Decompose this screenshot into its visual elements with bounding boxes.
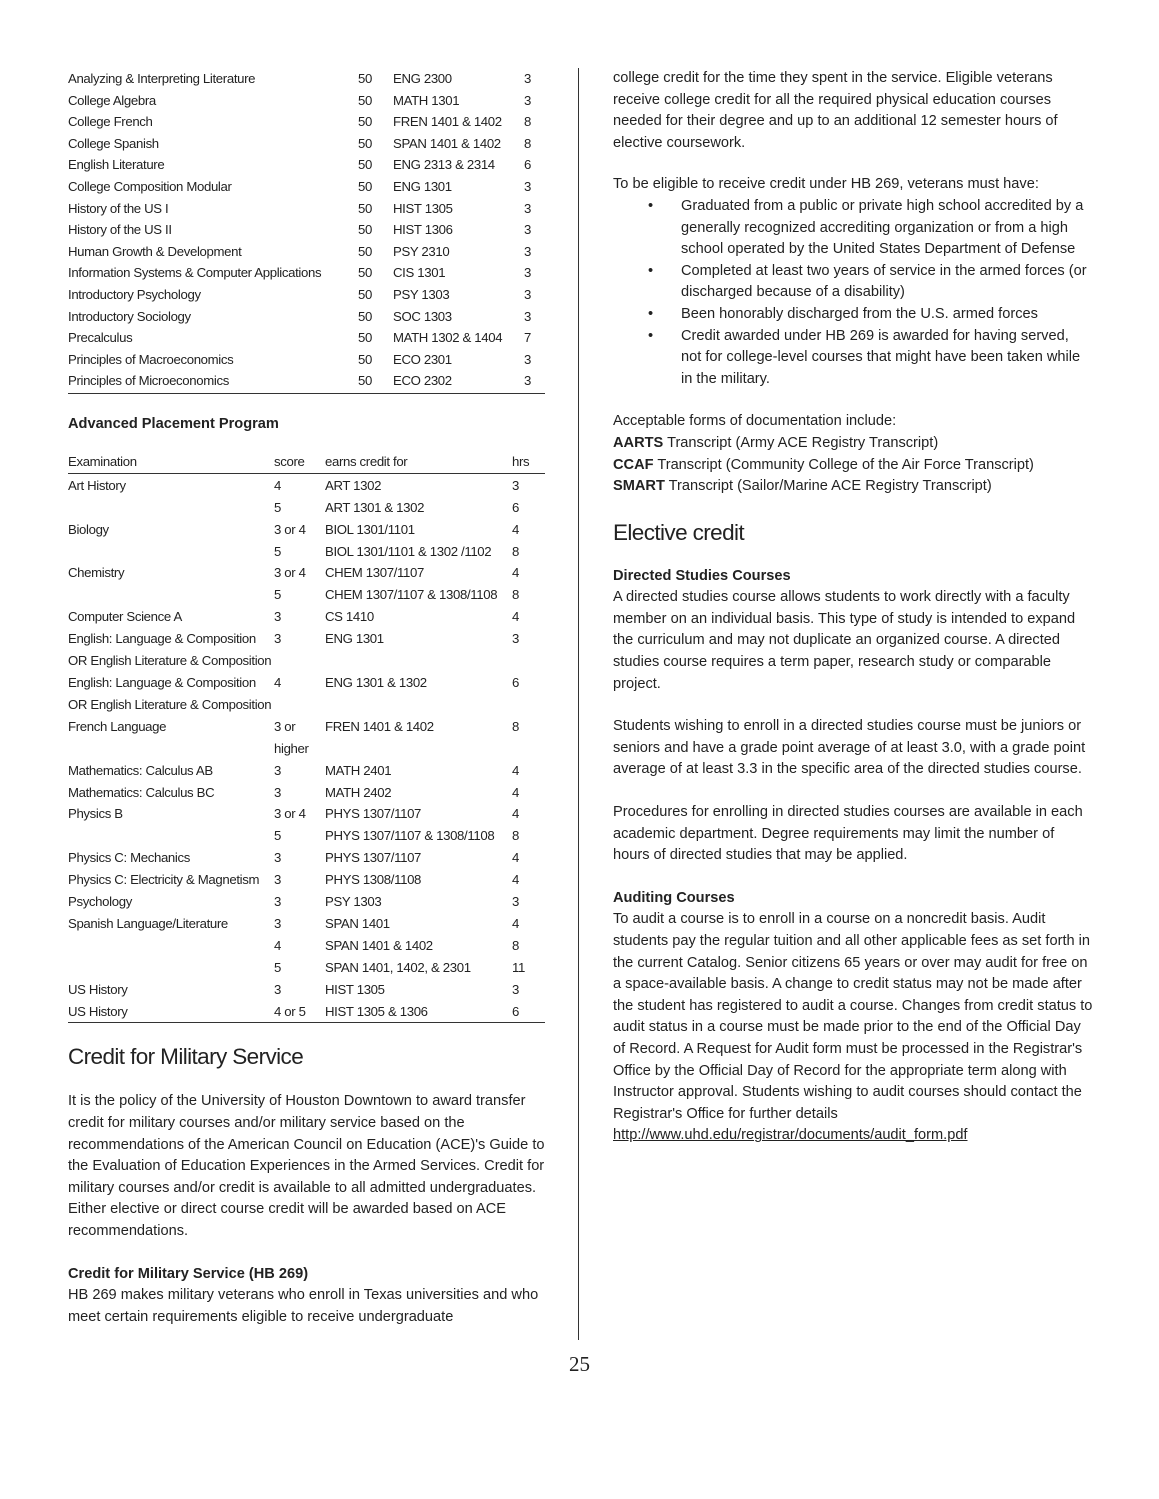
course-cell: PHYS 1307/1107: [325, 806, 422, 822]
score-cell: 50: [358, 222, 372, 238]
course-cell: HIST 1306: [393, 222, 453, 238]
table-row: [68, 519, 545, 541]
eligibility-list: [613, 196, 1093, 390]
exam-cell: English Literature: [68, 157, 165, 173]
list-item: • Credit awarded under HB 269 is awarded for having served, not for college-level courses that might have been taken while in the military.: [681, 326, 1093, 391]
score-cell: 4: [274, 674, 281, 690]
course-cell: PHYS 1307/1107 & 1308/1108: [325, 828, 495, 844]
exam-cell: Analyzing & Interpreting Literature: [68, 71, 256, 86]
table-row: [68, 68, 545, 90]
auditing-text: [613, 909, 1093, 1147]
hours-cell: 8: [524, 135, 531, 151]
score-cell: 50: [358, 373, 372, 389]
course-cell: FREN 1401 & 1402: [393, 114, 502, 130]
score-cell: 50: [358, 71, 372, 86]
table-row: [68, 370, 545, 392]
score-cell: 50: [358, 157, 372, 173]
exam-cell: College Spanish: [68, 135, 159, 151]
table-row: [68, 913, 545, 935]
score-cell: 50: [358, 265, 372, 281]
hours-cell: 6: [512, 674, 519, 690]
exam-cell: Spanish Language/Literature: [68, 915, 228, 931]
doc-desc: Transcript (Community College of the Air Force Transcript): [653, 456, 1034, 473]
hours-header: hrs: [512, 453, 530, 469]
hours-cell: 3: [524, 243, 531, 259]
course-cell: SPAN 1401 & 1402: [325, 937, 433, 953]
exam-cell: Introductory Sociology: [68, 308, 191, 324]
auditing-heading: Auditing Courses: [613, 889, 735, 906]
table-row: [68, 133, 545, 155]
hours-cell: 4: [512, 565, 519, 581]
course-cell: ECO 2302: [393, 373, 452, 389]
table-row: [68, 606, 545, 628]
table-row: [68, 716, 545, 738]
course-cell: HIST 1305 & 1306: [325, 1003, 428, 1019]
course-cell: PSY 2310: [393, 243, 450, 259]
score-cell: 3: [274, 631, 281, 647]
table-row: [68, 891, 545, 913]
hb269-text-part2: college credit for the time they spent in the service. Eligible veterans receive college credit for all the required physical education courses needed for their degree and up to an additional 12 semester hours of elective coursework.: [613, 70, 1058, 151]
table-row: [68, 760, 545, 782]
exam-cell: OR English Literature & Composition: [68, 696, 272, 712]
score-cell: 3: [274, 609, 281, 625]
table-row: [68, 306, 545, 328]
course-cell: MATH 2402: [325, 784, 392, 800]
ap-heading: Advanced Placement Program: [68, 415, 279, 432]
score-cell: 5: [274, 499, 281, 515]
table-row: [68, 154, 545, 176]
table-row: [68, 349, 545, 371]
hb269-heading: Credit for Military Service (HB 269): [68, 1265, 309, 1282]
clep-table: [68, 68, 545, 394]
exam-cell: Psychology: [68, 894, 132, 910]
military-title: Credit for Military Service: [68, 1044, 304, 1070]
hb269-text-part1: HB 269 makes military veterans who enroll in Texas universities and who meet certain requirements eligible to receive undergraduate: [68, 1287, 539, 1325]
score-header: score: [274, 453, 305, 469]
score-cell: 50: [358, 92, 372, 108]
exam-cell: College Composition Modular: [68, 178, 232, 194]
table-row: [68, 541, 545, 563]
documentation-intro: Acceptable forms of documentation include:: [613, 413, 897, 430]
score-cell: 50: [358, 286, 372, 302]
hours-cell: 3: [524, 286, 531, 302]
table-row: [68, 262, 545, 284]
ap-table: [68, 451, 545, 1024]
exam-cell: Mathematics: Calculus BC: [68, 784, 215, 800]
hours-cell: 8: [524, 114, 531, 130]
course-cell: ART 1302: [325, 477, 382, 493]
exam-cell: Biology: [68, 521, 109, 537]
hours-cell: 3: [524, 351, 531, 367]
hours-cell: 4: [512, 762, 519, 778]
hours-cell: 4: [512, 806, 519, 822]
exam-cell: US History: [68, 1003, 128, 1019]
score-cell: 50: [358, 243, 372, 259]
exam-cell: Information Systems & Computer Applications: [68, 265, 322, 281]
exam-cell: History of the US I: [68, 200, 169, 216]
hours-cell: 4: [512, 784, 519, 800]
hours-cell: 3: [512, 894, 519, 910]
table-row: [68, 176, 545, 198]
course-cell: PSY 1303: [325, 894, 382, 910]
exam-header: Examination: [68, 453, 137, 469]
course-cell: CHEM 1307/1107: [325, 565, 424, 581]
exam-cell: French Language: [68, 718, 167, 734]
hours-cell: 11: [512, 959, 525, 975]
hours-cell: 4: [512, 609, 519, 625]
hours-cell: 6: [512, 499, 519, 515]
course-cell: SPAN 1401: [325, 915, 390, 931]
hours-cell: 3: [524, 308, 531, 324]
exam-cell: Human Growth & Development: [68, 243, 242, 259]
auditing-body: To audit a course is to enroll in a course on a noncredit basis. Audit students pay the regular tuition and all other applicable fees as set forth in the current Catalog. Senior citizens 65 years or over may audit for free on a space-available basis. A change to credit status may not be made after the student has registered to audit a course. Changes from credit status to audit status in a course must be made prior to the end of the Official Day of Record. A Request for Audit form must be processed in the Registrar's Office by the Official Day of Record for the appropriate term along with Instructor approval. Students wishing to audit courses should contact the Registrar's Office for further details: [613, 911, 1093, 1122]
score-cell: 4: [274, 477, 281, 493]
exam-cell: US History: [68, 981, 128, 997]
exam-cell: Computer Science A: [68, 609, 182, 625]
table-row: [68, 198, 545, 220]
table-row: [68, 284, 545, 306]
course-cell: PSY 1303: [393, 286, 450, 302]
course-cell: ENG 1301: [325, 631, 384, 647]
score-cell: 5: [274, 587, 281, 603]
hours-cell: 8: [512, 543, 519, 559]
page-number: 25: [569, 1352, 590, 1376]
exam-cell: Principles of Macroeconomics: [68, 351, 234, 367]
course-cell: ENG 2313 & 2314: [393, 157, 495, 173]
military-intro: It is the policy of the University of Houston Downtown to award transfer credit for military courses and/or military service based on the recommendations of the American Council on Education (ACE)'s Guide to the Evaluation of Education Experiences in the Armed Services. Credit for military courses and/or credit is available to all admitted undergraduates. Either elective or direct course credit will be awarded based on ACE recommendations.: [68, 1093, 545, 1240]
table-row: [68, 90, 545, 112]
table-row: [68, 475, 545, 497]
exam-cell: Physics B: [68, 806, 123, 822]
hours-cell: 3: [524, 222, 531, 238]
directed-p3: Procedures for enrolling in directed studies courses are available in each academic department. Degree requirements may limit the number of hours of directed studies that may be applied.: [613, 804, 1083, 864]
exam-cell: OR English Literature & Composition: [68, 653, 272, 669]
course-cell: ART 1301 & 1302: [325, 499, 425, 515]
hours-cell: 3: [512, 477, 519, 493]
table-row: [68, 935, 545, 957]
course-cell: ENG 2300: [393, 71, 452, 86]
exam-cell: Chemistry: [68, 565, 125, 581]
course-cell: MATH 1301: [393, 92, 460, 108]
score-cell: 3 or: [274, 718, 296, 734]
hours-cell: 4: [512, 850, 519, 866]
exam-cell: Physics C: Electricity & Magnetism: [68, 872, 260, 888]
score-cell: 3: [274, 915, 281, 931]
score-cell: 3 or 4: [274, 806, 306, 822]
table-row: [68, 825, 545, 847]
table-row: [68, 111, 545, 133]
doc-abbr: CCAF: [613, 456, 654, 473]
exam-cell: Art History: [68, 477, 126, 493]
table-row: [68, 241, 545, 263]
right-column: [613, 68, 1093, 1147]
column-divider: [578, 68, 579, 1340]
score-cell: 5: [274, 543, 281, 559]
course-cell: BIOL 1301/1101 & 1302 /1102: [325, 543, 492, 559]
score-cell: higher: [274, 740, 309, 756]
exam-cell: English: Language & Composition: [68, 674, 256, 690]
score-cell: 50: [358, 200, 372, 216]
course-cell: ECO 2301: [393, 351, 452, 367]
table-row: [68, 957, 545, 979]
hours-cell: 8: [512, 828, 519, 844]
hours-cell: 3: [524, 265, 531, 281]
table-row: [68, 1001, 545, 1023]
exam-cell: Mathematics: Calculus AB: [68, 762, 213, 778]
course-cell: CS 1410: [325, 609, 374, 625]
score-cell: 5: [274, 828, 281, 844]
score-cell: 3: [274, 981, 281, 997]
table-row: [68, 628, 545, 650]
hours-cell: 3: [524, 71, 531, 86]
table-row: [68, 803, 545, 825]
elective-title: Elective credit: [613, 519, 745, 545]
score-cell: 4 or 5: [274, 1003, 306, 1019]
doc-desc: Transcript (Army ACE Registry Transcript): [663, 434, 939, 451]
score-cell: 50: [358, 308, 372, 324]
exam-cell: Physics C: Mechanics: [68, 850, 190, 866]
hours-cell: 7: [524, 330, 531, 346]
table-row: [68, 562, 545, 584]
ap-table-body: [68, 475, 545, 1024]
score-cell: 3: [274, 784, 281, 800]
course-cell: CHEM 1307/1107 & 1308/1108: [325, 587, 498, 603]
table-row: [68, 327, 545, 349]
score-cell: 5: [274, 959, 281, 975]
list-item: • Graduated from a public or private high school accredited by a generally recognized accrediting organization or from a high school operated by the United States Department of Defense: [681, 196, 1093, 261]
doc-smart: [613, 476, 1093, 498]
hours-cell: 3: [524, 200, 531, 216]
credit-header: earns credit for: [325, 453, 408, 469]
table-row: [68, 584, 545, 606]
hours-cell: 3: [524, 178, 531, 194]
table-row: [68, 782, 545, 804]
score-cell: 3: [274, 850, 281, 866]
doc-abbr: AARTS: [613, 434, 664, 451]
score-cell: 3: [274, 872, 281, 888]
exam-cell: Precalculus: [68, 330, 133, 346]
exam-cell: Principles of Microeconomics: [68, 373, 229, 389]
exam-cell: History of the US II: [68, 222, 172, 238]
course-cell: HIST 1305: [393, 200, 453, 216]
table-row: [68, 979, 545, 1001]
hours-cell: 4: [512, 915, 519, 931]
course-cell: PHYS 1308/1108: [325, 872, 422, 888]
course-cell: SOC 1303: [393, 308, 452, 324]
table-row: [68, 497, 545, 519]
list-item: • Completed at least two years of service in the armed forces (or discharged because of a disability): [681, 261, 1093, 304]
course-cell: PHYS 1307/1107: [325, 850, 422, 866]
hours-cell: 3: [512, 631, 519, 647]
hours-cell: 4: [512, 521, 519, 537]
hours-cell: 8: [512, 587, 519, 603]
hours-cell: 8: [512, 718, 519, 734]
course-cell: BIOL 1301/1101: [325, 521, 415, 537]
table-row: [68, 869, 545, 891]
exam-cell: College Algebra: [68, 92, 156, 108]
score-cell: 3 or 4: [274, 521, 306, 537]
table-row: [68, 738, 545, 760]
course-cell: ENG 1301 & 1302: [325, 674, 427, 690]
score-cell: 50: [358, 178, 372, 194]
course-cell: MATH 2401: [325, 762, 392, 778]
doc-ccaf: [613, 455, 1093, 477]
directed-p1: A directed studies course allows students to work directly with a faculty member on an individual basis. This type of study is intended to expand the curriculum and may not duplicate an organized course. A directed studies course requires a term paper, research study or comparable project.: [613, 589, 1076, 692]
course-cell: MATH 1302 & 1404: [393, 330, 503, 346]
left-column: [68, 68, 545, 1328]
hours-cell: 6: [524, 157, 531, 173]
course-cell: ENG 1301: [393, 178, 452, 194]
hours-cell: 6: [512, 1003, 519, 1019]
score-cell: 50: [358, 135, 372, 151]
directed-heading: Directed Studies Courses: [613, 567, 791, 584]
audit-form-link[interactable]: http://www.uhd.edu/registrar/documents/audit_form.pdf: [613, 1127, 968, 1144]
hours-cell: 8: [512, 937, 519, 953]
doc-abbr: SMART: [613, 478, 665, 495]
course-cell: HIST 1305: [325, 981, 385, 997]
score-cell: 3: [274, 894, 281, 910]
table-row: [68, 650, 545, 672]
doc-aarts: [613, 433, 1093, 455]
table-row: [68, 847, 545, 869]
score-cell: 50: [358, 330, 372, 346]
table-row: [68, 672, 545, 694]
table-row: [68, 694, 545, 716]
course-cell: FREN 1401 & 1402: [325, 718, 434, 734]
exam-cell: College French: [68, 114, 153, 130]
hours-cell: 4: [512, 872, 519, 888]
exam-cell: English: Language & Composition: [68, 631, 256, 647]
score-cell: 50: [358, 114, 372, 130]
directed-p2: Students wishing to enroll in a directed studies course must be juniors or seniors and have a grade point average of at least 3.0, with a grade point average of at least 3.3 in the specific area of the directed studies course.: [613, 718, 1086, 778]
list-item: • Been honorably discharged from the U.S. armed forces: [681, 304, 1093, 326]
score-cell: 3 or 4: [274, 565, 306, 581]
score-cell: 4: [274, 937, 281, 953]
table-row: [68, 219, 545, 241]
hours-cell: 3: [524, 92, 531, 108]
ap-table-header: [68, 451, 545, 474]
exam-cell: Introductory Psychology: [68, 286, 201, 302]
course-cell: SPAN 1401 & 1402: [393, 135, 501, 151]
doc-desc: Transcript (Sailor/Marine ACE Registry Transcript): [664, 478, 992, 495]
score-cell: 3: [274, 762, 281, 778]
score-cell: 50: [358, 351, 372, 367]
course-cell: SPAN 1401, 1402, & 2301: [325, 959, 471, 975]
hours-cell: 3: [524, 373, 531, 389]
course-cell: CIS 1301: [393, 265, 446, 281]
hours-cell: 3: [512, 981, 519, 997]
eligible-intro: To be eligible to receive credit under HB 269, veterans must have:: [613, 176, 1039, 193]
